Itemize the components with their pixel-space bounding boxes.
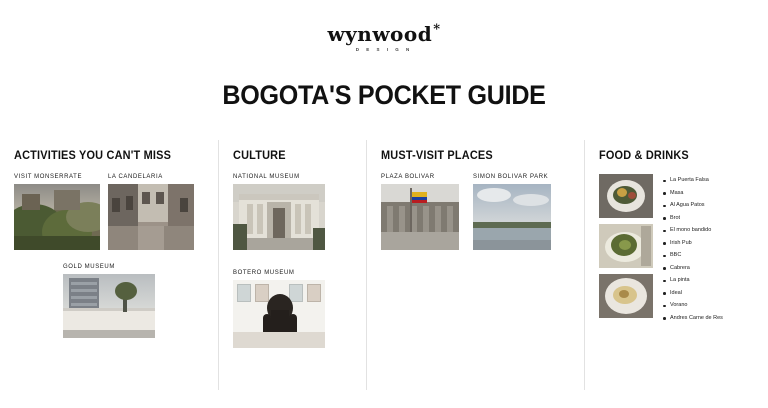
item-label: NATIONAL MUSEUM	[233, 174, 300, 180]
item-label: BOTERO MUSEUM	[233, 270, 295, 276]
must-visit-photo-row	[381, 174, 570, 250]
column-heading: MUST-VISIT PLACES	[381, 150, 493, 162]
brand-logo	[0, 22, 768, 56]
column-heading: CULTURE	[233, 150, 286, 162]
food-list	[663, 178, 723, 328]
column-food-drinks	[584, 140, 768, 390]
place-simon-bolivar-park	[473, 174, 551, 250]
place-plaza-bolivar	[381, 174, 459, 250]
activity-monserrate	[14, 174, 100, 250]
column-must-visit	[366, 140, 584, 390]
list-item: Brot	[663, 216, 723, 222]
list-item: Ideal	[663, 291, 723, 297]
brand-wordmark	[327, 22, 440, 52]
guide-columns	[0, 140, 768, 390]
photo-gold-museum	[63, 274, 155, 338]
list-item: Irish Pub	[663, 241, 723, 247]
item-label: GOLD MUSEUM	[63, 264, 115, 270]
list-item: La Puerta Falsa	[663, 178, 723, 184]
photo-botero-museum	[233, 280, 325, 348]
list-item: Vorano	[663, 303, 723, 309]
column-heading: ACTIVITIES YOU CAN'T MISS	[14, 150, 172, 162]
page-title: BOGOTA'S POCKET GUIDE	[222, 80, 546, 110]
photo-national-museum	[233, 184, 325, 250]
culture-botero-museum	[233, 270, 352, 348]
asterisk-icon: *	[433, 22, 441, 38]
item-label: SIMON BOLIVAR PARK	[473, 174, 549, 180]
photo-food-2	[599, 224, 653, 268]
brand-name-text: wynwood	[327, 22, 433, 46]
item-label: LA CANDELARIA	[108, 174, 163, 180]
photo-simon-bolivar-park	[473, 184, 551, 250]
photo-candelaria	[108, 184, 194, 250]
photo-food-1	[599, 174, 653, 218]
column-heading: FOOD & DRINKS	[599, 150, 689, 162]
photo-plaza-bolivar	[381, 184, 459, 250]
column-activities	[0, 140, 218, 390]
activity-candelaria	[108, 174, 194, 250]
list-item: Masa	[663, 191, 723, 197]
photo-monserrate	[14, 184, 100, 250]
photo-food-3	[599, 274, 653, 318]
culture-national-museum	[233, 174, 352, 250]
list-item: Al Agua Patos	[663, 203, 723, 209]
activity-gold-museum	[63, 264, 155, 338]
list-item: Andres Carne de Res	[663, 316, 723, 322]
activities-photo-row	[14, 174, 204, 250]
food-photo-stack	[599, 174, 653, 328]
item-label: VISIT MONSERRATE	[14, 174, 83, 180]
list-item: Cabrera	[663, 266, 723, 272]
brand-subtitle: D E S I G N	[355, 47, 413, 52]
column-culture	[218, 140, 366, 390]
food-content	[599, 174, 754, 328]
item-label: PLAZA BOLIVAR	[381, 174, 435, 180]
list-item: La pinta	[663, 278, 723, 284]
list-item: El mono bandido	[663, 228, 723, 234]
list-item: BBC	[663, 253, 723, 259]
